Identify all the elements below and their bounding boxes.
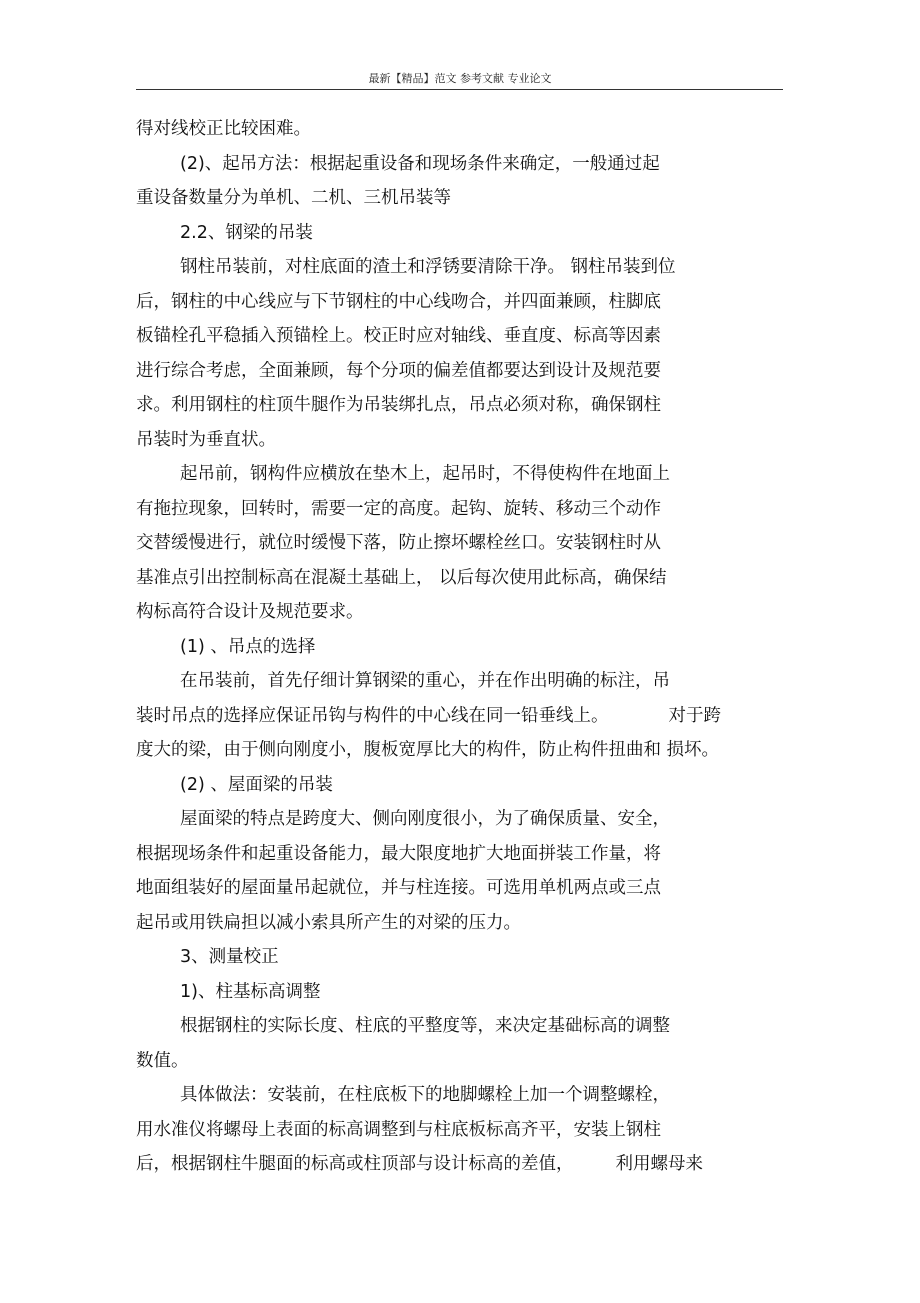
paragraph-line: 板锚栓孔平稳插入预锚栓上。校正时应对轴线、垂直度、标高等因素 [136, 326, 661, 346]
paragraph-line: 基准点引出控制标高在混凝土基础上， 以后每次使用此标高，确保结 [136, 567, 667, 588]
paragraph-line: (2)、起吊方法：根据起重设备和现场条件来确定，一般通过起 [180, 153, 660, 174]
line-segment: 后，根据钢柱牛腿面的标高或柱顶部与设计标高的差值， [136, 1154, 574, 1174]
header-rule [136, 89, 783, 90]
paragraph-line: 屋面梁的特点是跨度大、侧向刚度很小，为了确保质量、安全， [180, 809, 670, 829]
line-segment: 利用螺母来 [615, 1154, 703, 1174]
section-heading: 3、测量校正 [180, 947, 279, 967]
paragraph-line: 根据现场条件和起重设备能力，最大限度地扩大地面拼装工作量，将 [136, 843, 661, 864]
page-header: 最新【精品】范文 参考文献 专业论文 [368, 72, 552, 85]
paragraph-line: 用水准仪将螺母上表面的标高调整到与柱底板标高齐平，安装上钢柱 [136, 1119, 661, 1140]
paragraph-line: 在吊装前，首先仔细计算钢梁的重心，并在作出明确的标注，吊 [180, 671, 670, 691]
paragraph-line: 数值。 [136, 1050, 189, 1071]
document-body [136, 112, 786, 1182]
paragraph-line: 地面组装好的屋面量吊起就位，并与柱连接。可选用单机两点或三点 [136, 878, 661, 898]
paragraph-line: 钢柱吊装前，对柱底面的渣土和浮锈要清除干净。 钢柱吊装到位 [180, 257, 676, 277]
section-heading: (1) 、吊点的选择 [180, 636, 316, 657]
section-heading: 2.2、钢梁的吊装 [180, 222, 313, 243]
paragraph-line: 进行综合考虑，全面兼顾，每个分项的偏差值都要达到设计及规范要 [136, 360, 661, 381]
paragraph-line: 后，钢柱的中心线应与下节钢柱的中心线吻合，并四面兼顾，柱脚底 [136, 291, 661, 312]
line-segment: 对于跨 [668, 705, 721, 726]
paragraph-line: 得对线校正比较困难。 [136, 119, 311, 139]
paragraph-line [136, 699, 786, 734]
paragraph-line: 起吊前，钢构件应横放在垫木上，起吊时，不得使构件在地面上 [180, 464, 670, 484]
paragraph-line: 有拖拉现象，回转时，需要一定的高度。起钩、旋转、移动三个动作 [136, 498, 661, 519]
line-segment: 装时吊点的选择应保证吊钩与构件的中心线在同一铅垂线上。 [136, 705, 609, 726]
paragraph-line: 起吊或用铁扁担以减小索具所产生的对梁的压力。 [136, 912, 521, 933]
paragraph-line: 吊装时为垂直状。 [136, 429, 276, 450]
paragraph-line: 交替缓慢进行，就位时缓慢下落，防止擦坏螺栓丝口。安装钢柱时从 [136, 533, 661, 553]
section-heading: (2) 、屋面梁的吊装 [180, 774, 333, 795]
paragraph-line: 度大的梁，由于侧向刚度小，腹板宽厚比大的构件，防止构件扭曲和 损坏。 [136, 740, 720, 760]
paragraph-line [136, 1147, 786, 1182]
section-heading: 1)、柱基标高调整 [180, 981, 321, 1002]
paragraph-line: 根据钢柱的实际长度、柱底的平整度等，来决定基础标高的调整 [180, 1016, 670, 1036]
paragraph-line: 求。利用钢柱的柱顶牛腿作为吊装绑扎点，吊点必须对称，确保钢柱 [136, 395, 661, 415]
paragraph-line: 构标高符合设计及规范要求。 [136, 602, 364, 622]
paragraph-line: 重设备数量分为单机、二机、三机吊装等 [136, 188, 451, 208]
paragraph-line: 具体做法：安装前，在柱底板下的地脚螺栓上加一个调整螺栓， [180, 1085, 670, 1105]
